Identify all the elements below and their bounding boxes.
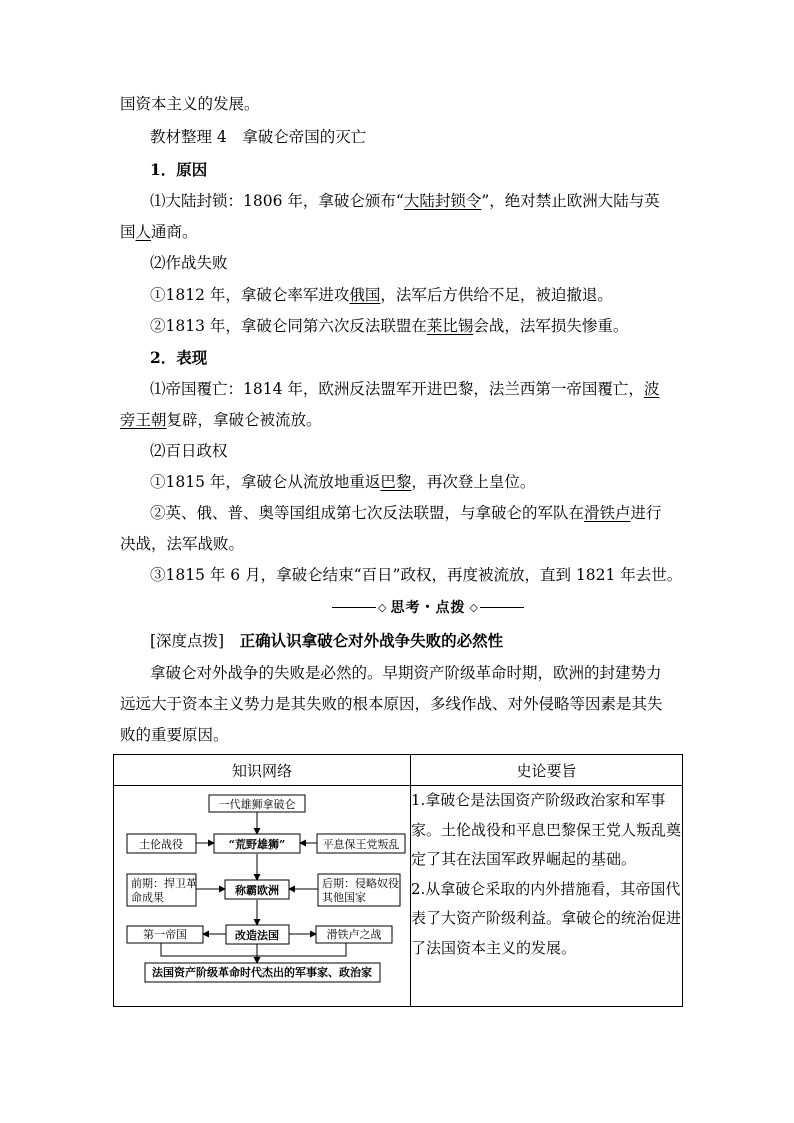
table-header-row bbox=[114, 755, 683, 786]
diagram-label: 滑铁卢之战 bbox=[326, 928, 382, 941]
text-span: ②英、俄、普、奥等国组成第七次反法联盟，与拿破仑的军队在 bbox=[150, 504, 585, 522]
text-span: ，再次登上皇位。 bbox=[411, 473, 536, 491]
key-point-paragraph: 2.从拿破仑采取的内外措施看，其帝国代表了大资产阶级利益。拿破仑的统治促进了法国资本主义的发展。 bbox=[411, 879, 682, 957]
diagram-label: 改造法国 bbox=[235, 929, 279, 942]
tip-title: 正确认识拿破仑对外战争失败的必然性 bbox=[239, 631, 504, 650]
knowledge-network-cell bbox=[114, 786, 411, 1007]
underlined-term: 旁王朝 bbox=[120, 411, 167, 429]
text-span: ②1813 年，拿破仑同第六次反法联盟在 bbox=[150, 317, 427, 335]
key-point-paragraph: 1.拿破仑是法国资产阶级政治家和军事家。土伦战役和平息巴黎保王党人叛乱奠定了其在法国军政界崛起的基础。 bbox=[411, 791, 682, 868]
text-span: 通商。 bbox=[151, 223, 198, 241]
text-line bbox=[150, 471, 535, 493]
diagram-label: 前期：捍卫革 bbox=[131, 877, 197, 890]
diamond-icon: ◇ bbox=[469, 600, 478, 614]
text-span: 国 bbox=[120, 223, 136, 241]
underlined-term: 人 bbox=[135, 223, 152, 241]
text-line: ③1815 年 6 月，拿破仑结束“百日”政权，再度被流放，直到 1821 年去世。 bbox=[150, 566, 683, 584]
knowledge-network-diagram bbox=[114, 786, 411, 1002]
text-line: 远远大于资本主义势力是其失败的根本原因，多线作战、对外侵略等因素是其失 bbox=[120, 695, 663, 713]
text-line bbox=[150, 284, 613, 306]
text-span: 复辟，拿破仑被流放。 bbox=[166, 411, 322, 429]
divider-title: 思考・点拨 bbox=[390, 600, 466, 616]
text-span: ①1815 年，拿破仑从流放地重返 bbox=[150, 473, 381, 491]
connector-line bbox=[161, 943, 346, 956]
text-line: ⑵作战失败 bbox=[150, 254, 228, 272]
text-line: 决战，法军战败。 bbox=[120, 535, 245, 553]
diamond-icon: ◇ bbox=[378, 600, 387, 614]
diagram-label: “荒野雄狮” bbox=[228, 838, 286, 851]
diagram-label: 法国资产阶级革命时代杰出的军事家、政治家 bbox=[152, 966, 372, 979]
text-span: ⑴大陆封锁：1806 年，拿破仑颁布“ bbox=[150, 192, 404, 210]
divider-rule bbox=[332, 607, 376, 608]
diagram-label: 第一帝国 bbox=[143, 928, 187, 941]
text-line bbox=[120, 221, 198, 243]
underlined-term: 波 bbox=[643, 380, 660, 398]
underlined-term: 滑铁卢 bbox=[584, 504, 631, 522]
divider-rule bbox=[480, 607, 524, 608]
text-line bbox=[150, 630, 503, 652]
subsection-heading: 2．表现 bbox=[150, 348, 208, 367]
text-span: 进行 bbox=[630, 504, 662, 522]
subsection-heading: 1．原因 bbox=[150, 160, 208, 179]
tag-label: [深度点拨] bbox=[150, 632, 240, 650]
text-line bbox=[150, 190, 660, 212]
diagram-label: 土伦战役 bbox=[139, 838, 183, 851]
section-divider bbox=[332, 596, 524, 618]
underlined-term: 大陆封锁令 bbox=[403, 192, 482, 210]
text-line: 国资本主义的发展。 bbox=[120, 95, 260, 113]
diagram-label: 其他国家 bbox=[322, 891, 366, 904]
text-line: ⑵百日政权 bbox=[150, 442, 228, 460]
table-header-key-points: 史论要旨 bbox=[411, 755, 683, 786]
text-span: ⑴帝国覆亡：1814 年，欧洲反法盟军开进巴黎，法兰西第一帝国覆亡， bbox=[150, 380, 644, 398]
text-line bbox=[150, 315, 628, 337]
text-span: ”，绝对禁止欧洲大陆与英 bbox=[481, 192, 660, 210]
diagram-label: 命成果 bbox=[131, 891, 164, 904]
diagram-label: 称霸欧洲 bbox=[235, 884, 279, 897]
diagram-label: 平息保王党叛乱 bbox=[322, 838, 400, 851]
table-row bbox=[114, 786, 683, 1007]
text-span: 会战，法军损失惨重。 bbox=[473, 317, 629, 335]
diagram-label: 后期：侵略奴役 bbox=[322, 877, 399, 890]
text-line bbox=[150, 378, 659, 400]
text-span: ，法军后方供给不足，被迫撤退。 bbox=[380, 286, 613, 304]
section-heading: 教材整理 4 拿破仑帝国的灭亡 bbox=[150, 128, 367, 146]
text-line: 败的重要原因。 bbox=[120, 726, 229, 744]
underlined-term: 莱比锡 bbox=[426, 317, 474, 335]
knowledge-table bbox=[113, 754, 683, 1007]
text-line: 拿破仑对外战争的失败是必然的。早期资产阶级革命时期，欧洲的封建势力 bbox=[150, 664, 662, 682]
text-line bbox=[120, 409, 322, 431]
key-points-cell bbox=[411, 786, 683, 1007]
text-line bbox=[150, 502, 662, 524]
underlined-term: 巴黎 bbox=[380, 473, 412, 491]
text-span: ①1812 年，拿破仑率军进攻 bbox=[150, 286, 350, 304]
table-header-knowledge-network: 知识网络 bbox=[114, 755, 411, 786]
underlined-term: 俄国 bbox=[349, 286, 381, 304]
diagram-label: 一代雄狮拿破仑 bbox=[218, 798, 296, 811]
